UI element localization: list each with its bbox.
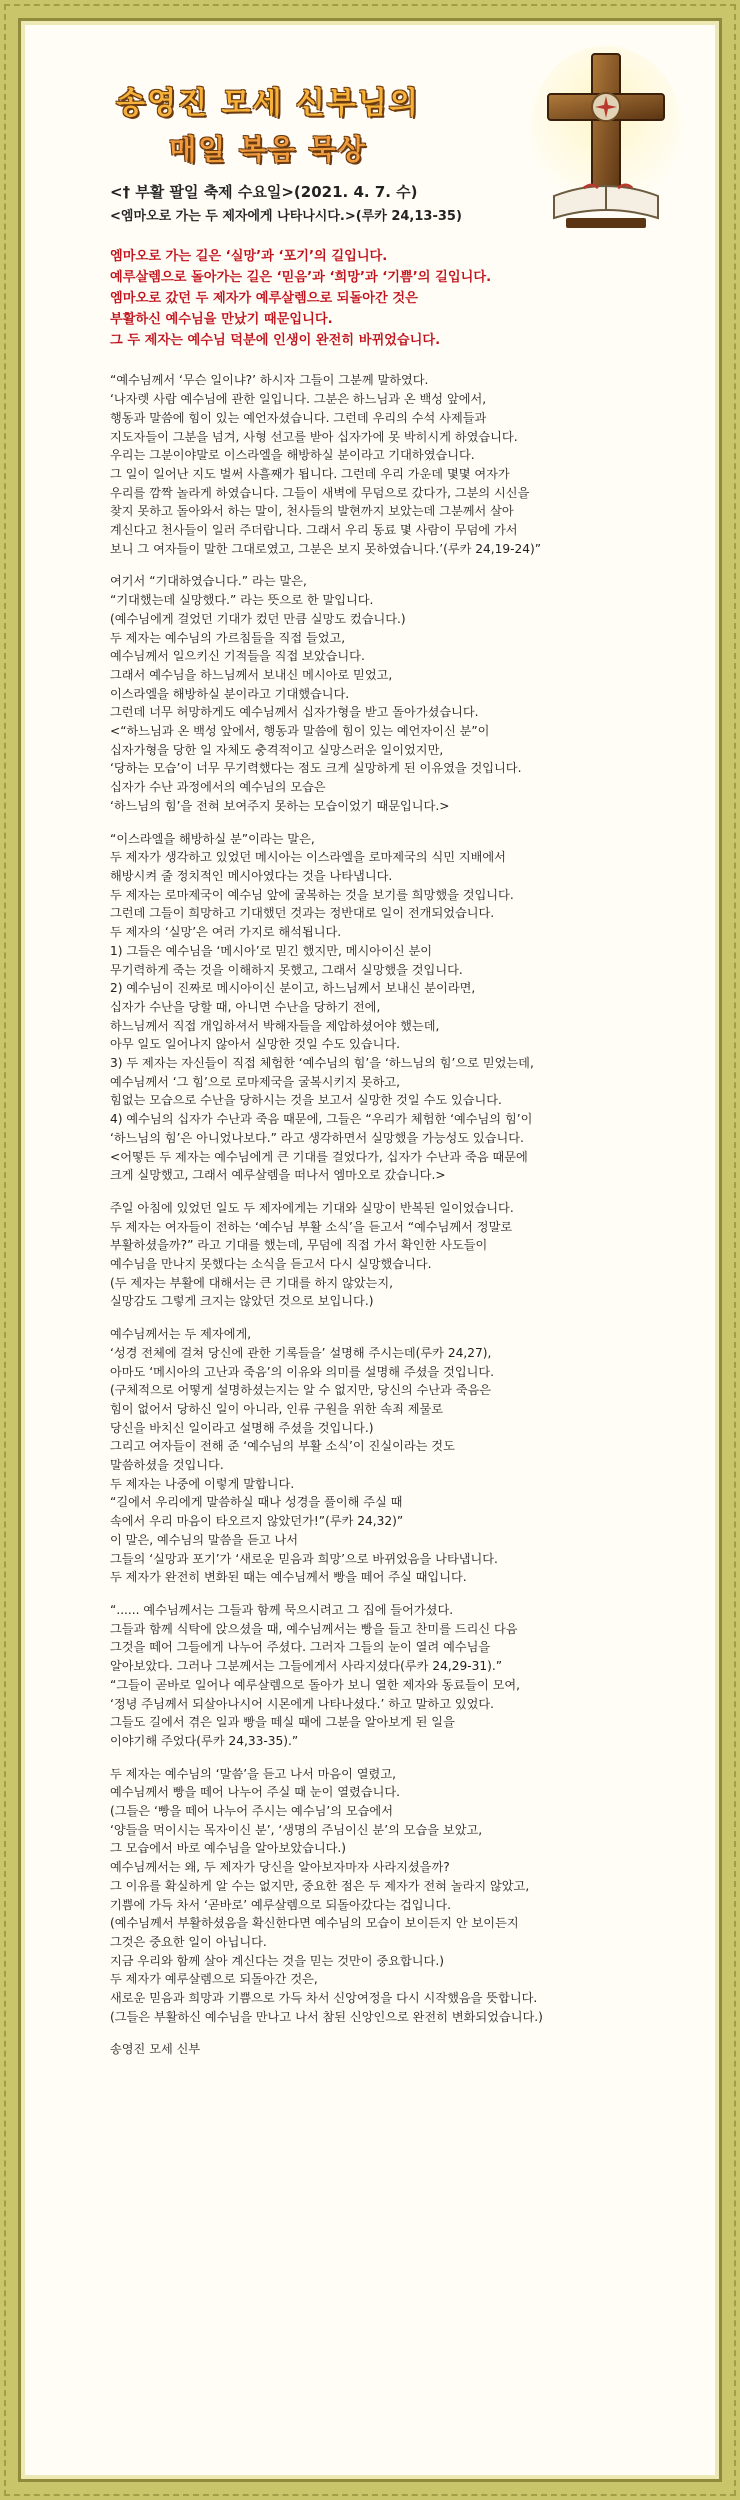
paragraph-line: ‘정녕 주님께서 되살아나시어 시몬에게 나타나셨다.’ 하고 말하고 있었다. [110,1696,495,1711]
paragraph-line: 두 제자는 예수님의 ‘말씀’을 듣고 나서 마음이 열렸고, [110,1766,396,1781]
paragraph-line: “그들이 곧바로 일어나 예루살렘으로 돌아가 보니 열한 제자와 동료들이 모여, [110,1677,521,1692]
paragraph-line: 2) 예수님이 진짜로 메시아이신 분이고, 하느님께서 보내신 분이라면, [110,981,476,996]
paragraph-line: (그들은 ‘빵을 떼어 나누어 주시는 예수님’의 모습에서 [110,1804,393,1819]
paragraph-line: (구체적으로 어떻게 설명하셨는지는 알 수 없지만, 당신의 수난과 죽음은 [110,1383,492,1398]
paragraph-line: 십자가형을 당한 일 자체도 충격적이고 실망스러운 일이었지만, [110,742,444,757]
paragraph-line: 두 제자의 ‘실망’은 여러 가지로 해석됩니다. [110,925,342,940]
paragraph-line: 여기서 “기대하였습니다.” 라는 말은, [110,574,307,589]
meditation-body [110,183,670,2059]
paragraph-line: 그래서 예수님을 하느님께서 보내신 메시아로 믿었고, [110,667,393,682]
paragraph [110,830,670,1185]
paragraph-line: 계신다고 천사들이 일러 주더랍니다. 그래서 우리 동료 몇 사람이 무덤에 가서 [110,523,518,538]
date-line: <† 부활 팔일 축제 수요일>(2021. 4. 7. 수) [110,183,418,201]
highlight-line: 그 두 제자는 예수님 덕분에 인생이 완전히 바뀌었습니다. [110,333,441,349]
paragraph-line: 그들의 ‘실망과 포기’가 ‘새로운 믿음과 희망’으로 바뀌었음을 나타냅니다. [110,1551,498,1566]
paragraph-line: 그들과 함께 식탁에 앉으셨을 때, 예수님께서는 빵을 들고 찬미를 드리신 다음 [110,1621,518,1636]
paragraph-line: 예수님께서 ‘그 힘’으로 로마제국을 굴복시키지 못하고, [110,1074,401,1089]
title-banner [88,78,448,198]
paragraph-line: “예수님께서 ‘무슨 일이냐?’ 하시자 그들이 그분께 말하였다. [110,373,429,388]
paragraph [110,1325,670,1587]
paragraph-line: 부활하셨을까?” 라고 기대를 했는데, 무덤에 직접 가서 확인한 사도들이 [110,1238,488,1253]
paragraph-line: 기쁨에 가득 차서 ‘곧바로’ 예루살렘으로 되돌아갔다는 겁입니다. [110,1897,451,1912]
paragraph-line: 두 제자는 여자들이 전하는 ‘예수님 부활 소식’을 듣고서 “예수님께서 정말로 [110,1219,513,1234]
paragraph-line: 말씀하셨을 것입니다. [110,1458,224,1473]
paragraph-line: 3) 두 제자는 자신들이 직접 체험한 ‘예수님의 힘’을 ‘하느님의 힘’으로 믿었는데, [110,1056,534,1071]
paragraph-line: 예수님께서는 왜, 두 제자가 당신을 알아보자마자 사라지셨을까? [110,1860,450,1875]
paragraph-line: 주일 아침에 있었던 일도 두 제자에게는 기대와 실망이 반복된 일이었습니다. [110,1200,514,1215]
paragraph-line: (예수님에게 걸었던 기대가 컸던 만큼 실망도 컸습니다.) [110,611,406,626]
paragraph-line: “길에서 우리에게 말씀하실 때나 성경을 풀이해 주실 때 [110,1495,403,1510]
paragraph-line: 아무 일도 일어나지 않아서 실망한 것일 수도 있습니다. [110,1037,401,1052]
paragraph-line: ‘성경 전체에 걸쳐 당신에 관한 기록들을’ 설명해 주시는데(루카 24,27), [110,1345,492,1360]
paragraph-line: 그것은 중요한 일이 아닙니다. [110,1934,267,1949]
title-line-1: 송영진 모세 신부님의 [116,86,420,121]
paragraph-line: 두 제자는 나중에 이렇게 말합니다. [110,1476,295,1491]
paragraph-line: 우리를 깜짝 놀라게 하였습니다. 그들이 새벽에 무덤으로 갔다가, 그분의 시신을 [110,485,530,500]
paragraph-line: ‘하느님의 힘’을 전혀 보여주지 못하는 모습이었기 때문입니다.> [110,798,450,813]
paragraph-line: 두 제자는 예수님의 가르침들을 직접 들었고, [110,630,346,645]
paragraph-line: ‘나자렛 사람 예수님에 관한 일입니다. 그분은 하느님과 온 백성 앞에서, [110,392,487,407]
paragraph-line: (예수님께서 부활하셨음을 확신한다면 예수님의 모습이 보이든지 안 보이든지 [110,1916,519,1931]
paragraph-line: 크게 실망했고, 그래서 예루살렘을 떠나서 엠마오로 갔습니다.> [110,1168,446,1183]
paragraph-line: 그 모습에서 바로 예수님을 알아보았습니다.) [110,1841,347,1856]
gospel-reference: <엠마오로 가는 두 제자에게 나타나시다.>(루카 24,13-35) [110,208,462,224]
paragraph-line: “...... 예수님께서는 그들과 함께 묵으시려고 그 집에 들어가셨다. [110,1603,454,1617]
paragraph-line: 두 제자가 예루살렘으로 되돌아간 것은, [110,1972,318,1987]
paragraph-line: 두 제자가 생각하고 있었던 메시아는 이스라엘을 로마제국의 식민 지배에서 [110,850,506,865]
paragraph-line: 이 말은, 예수님의 말씀을 듣고 나서 [110,1532,299,1547]
paragraph-line: ‘양들을 먹이시는 목자이신 분’, ‘생명의 주님이신 분’의 모습을 보았고, [110,1822,483,1837]
paragraph-line: 힘없는 모습으로 수난을 당하시는 것을 보고서 실망한 것일 수도 있습니다. [110,1093,502,1108]
paragraph-line: 두 제자가 완전히 변화된 때는 예수님께서 빵을 떼어 주실 때입니다. [110,1570,467,1585]
paragraph-line: 그 이유를 확실하게 알 수는 없지만, 중요한 점은 두 제자가 전혀 놀라지 않았고, [110,1878,530,1893]
highlight-line: 부활하신 예수님을 만났기 때문입니다. [110,312,333,328]
paragraph [110,1765,670,2027]
paragraph [110,572,670,815]
paragraph-line: 힘이 없어서 당하신 일이 아니라, 인류 구원을 위한 속죄 제물로 [110,1401,444,1416]
paragraph-line: 그리고 여자들이 전해 준 ‘예수님의 부활 소식’이 진실이라는 것도 [110,1439,455,1454]
paragraph-line: (두 제자는 부활에 대해서는 큰 기대를 하지 않았는지, [110,1275,393,1290]
paragraph [110,1601,670,1751]
paragraph-line: 실망감도 그렇게 크지는 않았던 것으로 보입니다.) [110,1294,374,1309]
paragraph-line: 그 일이 일어난 지도 벌써 사흘째가 됩니다. 그런데 우리 가운데 몇몇 여자가 [110,466,510,481]
paragraph-line: 십자가 수난을 당할 때, 아니면 수난을 당하기 전에, [110,999,381,1014]
paragraph-line: 새로운 믿음과 희망과 기쁨으로 가득 차서 신앙여정을 다시 시작했음을 뜻합니다. [110,1991,538,2006]
title-line-2: 매일 복음 묵상 [169,133,367,166]
paragraph [110,1199,670,1311]
paragraph-line: 1) 그들은 예수님을 ‘메시아’로 믿긴 했지만, 메시아이신 분이 [110,943,433,958]
paragraph-line: <어떻든 두 제자는 예수님에게 큰 기대를 걸었다가, 십자가 수난과 죽음 때문에 [110,1149,528,1164]
paragraph-line: 예수님을 만나지 못했다는 소식을 듣고서 다시 실망했습니다. [110,1257,432,1272]
paragraph-line: “기대했는데 실망했다.” 라는 뜻으로 한 말입니다. [110,593,374,608]
paragraph-line: 우리는 그분이야말로 이스라엘을 해방하실 분이라고 기대하였습니다. [110,448,475,463]
highlight-line: 예루살렘으로 돌아가는 길은 ‘믿음’과 ‘희망’과 ‘기쁨’의 길입니다. [110,270,492,286]
paragraph-line: <“하느님과 온 백성 앞에서, 행동과 말씀에 힘이 있는 예언자이신 분”이 [110,724,490,739]
paragraph [110,371,670,558]
paragraph-line: ‘하느님의 힘’은 아니었나보다.” 라고 생각하면서 실망했을 가능성도 있습니다. [110,1130,524,1145]
paragraph-line: 무기력하게 죽는 것을 이해하지 못했고, 그래서 실망했을 것입니다. [110,962,463,977]
paragraph-line: ‘당하는 모습’이 너무 무기력했다는 점도 크게 실망하게 된 이유였을 것입니다. [110,761,522,776]
paragraph-line: 예수님께서 빵을 떼어 나누어 주실 때 눈이 열렸습니다. [110,1785,401,1800]
paragraph-line: 지금 우리와 함께 살아 계신다는 것을 믿는 것만이 중요합니다.) [110,1953,444,1968]
paragraph-line: 이스라엘을 해방하실 분이라고 기대했습니다. [110,686,350,701]
paragraph-line: (그들은 부활하신 예수님을 만나고 나서 참된 신앙인으로 완전히 변화되었습니다.) [110,2009,543,2024]
paragraph-line: 지도자들이 그분을 넘겨, 사형 선고를 받아 십자가에 못 박히시게 하였습니다. [110,429,518,444]
paragraph-line: 그것을 떼어 그들에게 나누어 주셨다. 그러자 그들의 눈이 열려 예수님을 [110,1640,491,1655]
paragraph-line: 해방시켜 줄 정치적인 메시아였다는 것을 나타냅니다. [110,868,393,883]
paragraph-line: 아마도 ‘메시아의 고난과 죽음’의 이유와 의미를 설명해 주셨을 것입니다. [110,1364,495,1379]
paragraph-line: 이야기해 주었다(루카 24,33-35).” [110,1733,299,1748]
paragraph-line: “이스라엘을 해방하실 분”이라는 말은, [110,831,315,846]
paragraph-line: 찾지 못하고 돌아와서 하는 말이, 천사들의 발현까지 보았는데 그분께서 살아 [110,504,514,519]
paragraph-line: 예수님께서 일으키신 기적들을 직접 보았습니다. [110,649,365,664]
paragraph-line: 4) 예수님의 십자가 수난과 죽음 때문에, 그들은 “우리가 체험한 ‘예수님의 힘’이 [110,1112,533,1127]
paragraph-line: 그들도 길에서 겪은 일과 빵을 떼실 때에 그분을 알아보게 된 일을 [110,1715,455,1730]
paragraph-line: 하느님께서 직접 개입하셔서 박해자들을 제압하셨어야 했는데, [110,1018,440,1033]
paragraph-line: 십자가 수난 과정에서의 예수님의 모습은 [110,780,326,795]
paragraph-line: 알아보았다. 그러나 그분께서는 그들에게서 사라지셨다(루카 24,29-31).” [110,1659,503,1674]
highlight-line: 엠마오로 갔던 두 제자가 예루살렘으로 되돌아간 것은 [110,291,418,307]
paragraph-line: 예수님께서는 두 제자에게, [110,1327,252,1342]
highlight-line: 엠마오로 가는 길은 ‘실망’과 ‘포기’의 길입니다. [110,249,388,265]
signature: 송영진 모세 신부 [110,2042,201,2057]
paragraph-line: 속에서 우리 마음이 타오르지 않았던가!”(루카 24,32)” [110,1514,404,1529]
paragraph-line: 그런데 너무 허망하게도 예수님께서 십자가형을 받고 돌아가셨습니다. [110,705,479,720]
paragraph-line: 그런데 그들이 희망하고 기대했던 것과는 정반대로 일이 전개되었습니다. [110,906,495,921]
paragraph-line: 보니 그 여자들이 말한 그대로였고, 그분은 보지 못하였습니다.’(루카 24,19-24)” [110,541,542,556]
paragraph-line: 행동과 말씀에 힘이 있는 예언자셨습니다. 그런데 우리의 수석 사제들과 [110,410,487,425]
paragraphs [110,371,670,2026]
highlight-summary [110,246,670,351]
paragraph-line: 두 제자는 로마제국이 예수님 앞에 굴복하는 것을 보기를 희망했을 것입니다. [110,887,514,902]
paragraph-line: 당신을 바치신 일이라고 설명해 주셨을 것입니다.) [110,1420,374,1435]
